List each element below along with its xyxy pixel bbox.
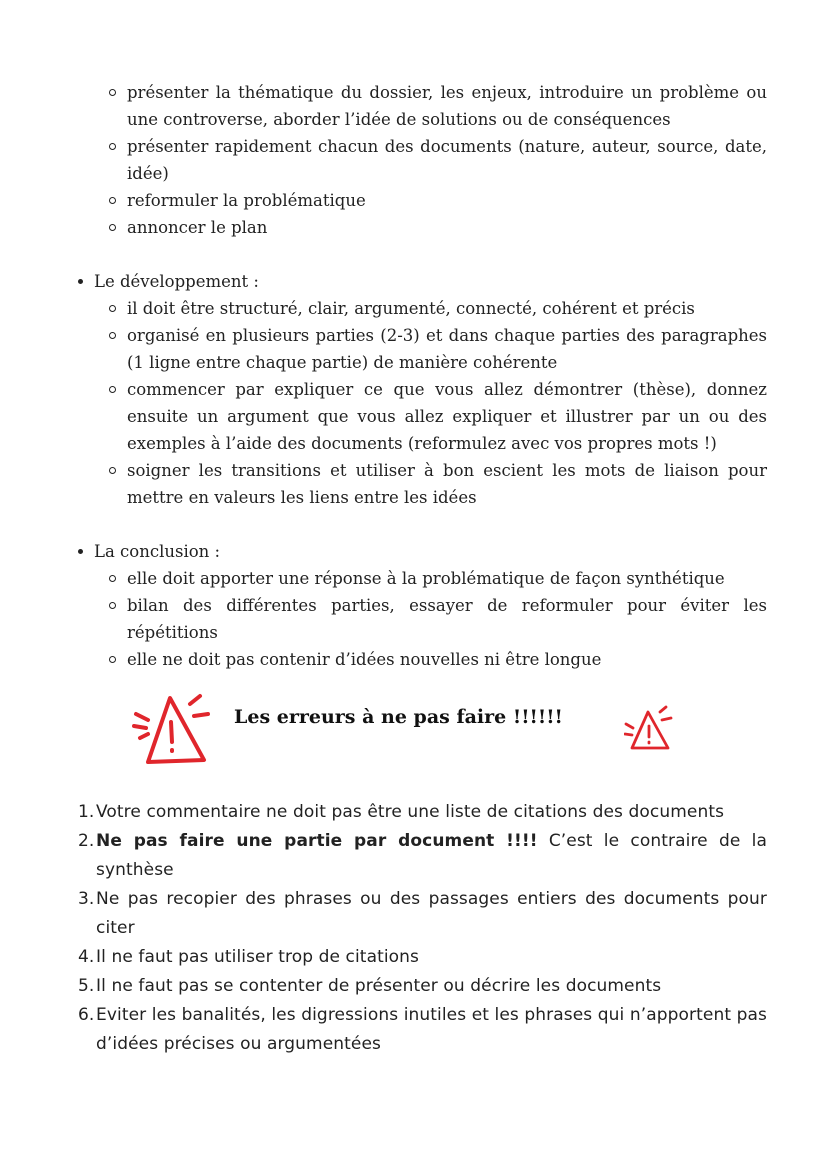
list-item: commencer par expliquer ce que vous allez démontrer (thèse), donnez ensuite un argument que vous allez expliquer et illustrer par un ou des exemples à l’aide des documents (reformulez avec vos propres mots !)	[0, 376, 828, 457]
circle-bullet-icon	[109, 143, 116, 150]
circle-bullet-icon	[109, 386, 116, 393]
circle-bullet-icon	[109, 656, 116, 663]
circle-bullet-icon	[109, 575, 116, 582]
list-item: organisé en plusieurs parties (2-3) et dans chaque parties des paragraphes (1 ligne entre chaque partie) de manière cohérente	[0, 322, 828, 376]
disc-bullet-icon	[78, 549, 83, 554]
disc-bullet-icon	[78, 279, 83, 284]
list-item: 2. Ne pas faire une partie par document !!!! C’est le contraire de la synthèse	[78, 831, 767, 880]
list-item: 5. Il ne faut pas se contenter de présenter ou décrire les documents	[78, 976, 662, 996]
list-item: présenter rapidement chacun des documents (nature, auteur, source, date, idée)	[0, 133, 828, 187]
circle-bullet-icon	[109, 224, 116, 231]
list-item: elle doit apporter une réponse à la problématique de façon synthétique	[0, 565, 828, 592]
circle-bullet-icon	[109, 197, 116, 204]
list-item: 6. Eviter les banalités, les digressions inutiles et les phrases qui n’apportent pas d’idées précises ou argumentées	[78, 1005, 767, 1054]
circle-bullet-icon	[109, 305, 116, 312]
errors-list	[0, 798, 828, 1059]
circle-bullet-icon	[109, 89, 116, 96]
list-item: 3. Ne pas recopier des phrases ou des passages entiers des documents pour citer	[78, 889, 767, 938]
development-sublist	[0, 295, 828, 511]
list-item: bilan des différentes parties, essayer de reformuler pour éviter les répétitions	[0, 592, 828, 646]
warning-triangle-icon	[624, 704, 674, 758]
warning-triangle-icon	[132, 690, 212, 774]
development-heading: Le développement :	[0, 268, 828, 295]
conclusion-sublist	[0, 565, 828, 673]
body-text	[0, 79, 828, 673]
list-item: elle ne doit pas contenir d’idées nouvelles ni être longue	[0, 646, 828, 673]
warning-header	[0, 690, 828, 770]
introduction-sublist	[0, 79, 828, 241]
list-item: soigner les transitions et utiliser à bon escient les mots de liaison pour mettre en valeurs les liens entre les idées	[0, 457, 828, 511]
warning-title: Les erreurs à ne pas faire !!!!!!	[234, 706, 563, 728]
list-item: 4. Il ne faut pas utiliser trop de citations	[78, 947, 420, 967]
list-item: 1. Votre commentaire ne doit pas être une liste de citations des documents	[78, 802, 725, 822]
list-item: il doit être structuré, clair, argumenté, connecté, cohérent et précis	[0, 295, 828, 322]
circle-bullet-icon	[109, 332, 116, 339]
circle-bullet-icon	[109, 467, 116, 474]
list-item: reformuler la problématique	[0, 187, 828, 214]
list-item: annoncer le plan	[0, 214, 828, 241]
list-item: présenter la thématique du dossier, les enjeux, introduire un problème ou une controverse, aborder l’idée de solutions ou de conséquences	[0, 79, 828, 133]
circle-bullet-icon	[109, 602, 116, 609]
conclusion-heading: La conclusion :	[0, 538, 828, 565]
